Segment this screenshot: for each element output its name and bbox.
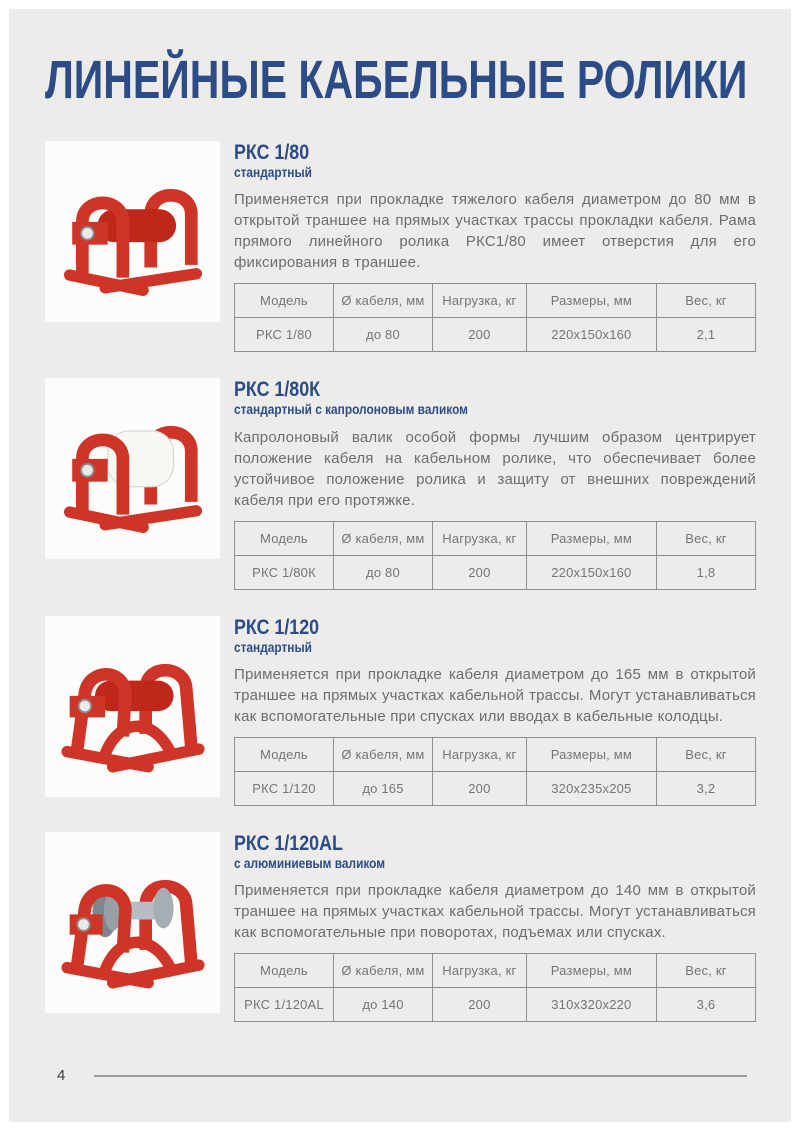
column-header-dimensions: Размеры, мм bbox=[526, 284, 656, 318]
column-header-dimensions: Размеры, мм bbox=[526, 954, 656, 988]
axle-bolt bbox=[78, 700, 91, 713]
product-title: РКС 1/120 bbox=[234, 615, 320, 639]
product-info bbox=[234, 378, 756, 589]
cell-weight: 3,2 bbox=[656, 771, 755, 805]
spec-table bbox=[234, 283, 756, 352]
cell-dimensions: 310х320х220 bbox=[526, 988, 656, 1022]
column-header-cable-diameter: Ø кабеля, мм bbox=[333, 521, 432, 555]
product-title: РКС 1/120AL bbox=[234, 831, 343, 855]
spec-data-row bbox=[235, 555, 756, 589]
spec-data-row bbox=[235, 988, 756, 1022]
column-header-dimensions: Размеры, мм bbox=[526, 521, 656, 555]
product-section-rks-1-80k bbox=[45, 378, 756, 589]
axle-bolt bbox=[77, 919, 90, 932]
cell-load: 200 bbox=[432, 771, 526, 805]
product-photo-rks-1-80 bbox=[45, 141, 220, 322]
product-subtitle: с алюминиевым валиком bbox=[234, 855, 386, 871]
cell-load: 200 bbox=[432, 555, 526, 589]
cell-load: 200 bbox=[432, 318, 526, 352]
page-content bbox=[9, 9, 791, 1022]
spec-header-row bbox=[235, 284, 756, 318]
axle-bolt bbox=[81, 464, 94, 477]
cable-roller-illustration bbox=[57, 630, 209, 782]
page-background bbox=[9, 9, 791, 1122]
cell-dimensions: 220х150х160 bbox=[526, 555, 656, 589]
product-subtitle: стандартный bbox=[234, 165, 312, 181]
product-subtitle: стандартный с капролоновым валиком bbox=[234, 402, 468, 418]
cell-model: РКС 1/120 bbox=[235, 771, 334, 805]
column-header-load: Нагрузка, кг bbox=[432, 737, 526, 771]
spec-table bbox=[234, 521, 756, 590]
axle-bolt bbox=[81, 226, 94, 239]
cell-cable-diameter: до 80 bbox=[333, 318, 432, 352]
product-info bbox=[234, 832, 756, 1022]
cable-roller-illustration bbox=[57, 846, 209, 998]
cell-model: РКС 1/80 bbox=[235, 318, 334, 352]
cell-cable-diameter: до 140 bbox=[333, 988, 432, 1022]
product-subtitle: стандартный bbox=[234, 639, 312, 655]
column-header-weight: Вес, кг bbox=[656, 954, 755, 988]
column-header-weight: Вес, кг bbox=[656, 521, 755, 555]
product-section-rks-1-80 bbox=[45, 141, 756, 352]
product-title: РКС 1/80 bbox=[234, 141, 310, 164]
product-photo-rks-1-120 bbox=[45, 616, 220, 797]
product-photo-rks-1-80k bbox=[45, 378, 220, 559]
cable-roller-illustration bbox=[57, 393, 209, 545]
page-title-wrap bbox=[45, 50, 756, 110]
column-header-load: Нагрузка, кг bbox=[432, 521, 526, 555]
column-header-cable-diameter: Ø кабеля, мм bbox=[333, 284, 432, 318]
product-description: Применяется при прокладке тяжелого кабеля диаметром до 80 мм в открытой траншее на прямых участках трассы прокладки кабеля. Рама прямого линейного ролика РКС1/80 имеет отверстия для его фиксирования в траншее. bbox=[234, 191, 756, 272]
cell-model: РКС 1/80К bbox=[235, 555, 334, 589]
spec-header-row bbox=[235, 521, 756, 555]
roller-drum bbox=[95, 681, 174, 711]
page-number: 4 bbox=[57, 1067, 66, 1084]
spec-data-row bbox=[235, 318, 756, 352]
cable-roller-illustration bbox=[57, 156, 209, 308]
column-header-load: Нагрузка, кг bbox=[432, 954, 526, 988]
cell-load: 200 bbox=[432, 988, 526, 1022]
column-header-dimensions: Размеры, мм bbox=[526, 737, 656, 771]
column-header-weight: Вес, кг bbox=[656, 284, 755, 318]
roller-drum-disc bbox=[153, 888, 173, 929]
column-header-model: Модель bbox=[235, 284, 334, 318]
cell-weight: 3,6 bbox=[656, 988, 755, 1022]
column-header-model: Модель bbox=[235, 954, 334, 988]
product-info bbox=[234, 141, 756, 352]
product-photo-rks-1-120al bbox=[45, 832, 220, 1013]
cell-dimensions: 320х235х205 bbox=[526, 771, 656, 805]
product-description: Применяется при прокладке кабеля диаметром до 140 мм в открытой траншее на прямых участках кабельной трассы. Могут устанавливаться как вспомогательные при поворотах, подъемах или спусках. bbox=[234, 882, 756, 942]
column-header-weight: Вес, кг bbox=[656, 737, 755, 771]
column-header-cable-diameter: Ø кабеля, мм bbox=[333, 737, 432, 771]
product-description: Капролоновый валик особой формы лучшим образом центрирует положение кабеля на кабельном ролике, что обеспечивает более устойчивое положение ролика и защиту от внешних повреждений кабеля при его протяжке. bbox=[234, 428, 756, 509]
column-header-load: Нагрузка, кг bbox=[432, 284, 526, 318]
product-section-rks-1-120al bbox=[45, 832, 756, 1022]
spec-table bbox=[234, 953, 756, 1022]
cell-cable-diameter: до 165 bbox=[333, 771, 432, 805]
spec-header-row bbox=[235, 737, 756, 771]
cell-dimensions: 220х150х160 bbox=[526, 318, 656, 352]
product-info bbox=[234, 616, 756, 806]
cell-weight: 1,8 bbox=[656, 555, 755, 589]
footer-divider bbox=[94, 1075, 747, 1077]
page-title: ЛИНЕЙНЫЕ КАБЕЛЬНЫЕ РОЛИКИ bbox=[45, 50, 748, 110]
spec-data-row bbox=[235, 771, 756, 805]
product-description: Применяется при прокладке кабеля диаметром до 165 мм в открытой траншее на прямых участках кабельной трассы. Могут устанавливаться как вспомогательные при спусках или вводах в кабельные колодцы. bbox=[234, 665, 756, 725]
product-section-rks-1-120 bbox=[45, 616, 756, 806]
spec-table bbox=[234, 737, 756, 806]
page-footer bbox=[57, 1067, 747, 1084]
roller-drum bbox=[97, 209, 176, 242]
cell-cable-diameter: до 80 bbox=[333, 555, 432, 589]
column-header-cable-diameter: Ø кабеля, мм bbox=[333, 954, 432, 988]
column-header-model: Модель bbox=[235, 737, 334, 771]
cell-model: РКС 1/120AL bbox=[235, 988, 334, 1022]
spec-header-row bbox=[235, 954, 756, 988]
column-header-model: Модель bbox=[235, 521, 334, 555]
product-title: РКС 1/80К bbox=[234, 378, 321, 402]
cell-weight: 2,1 bbox=[656, 318, 755, 352]
